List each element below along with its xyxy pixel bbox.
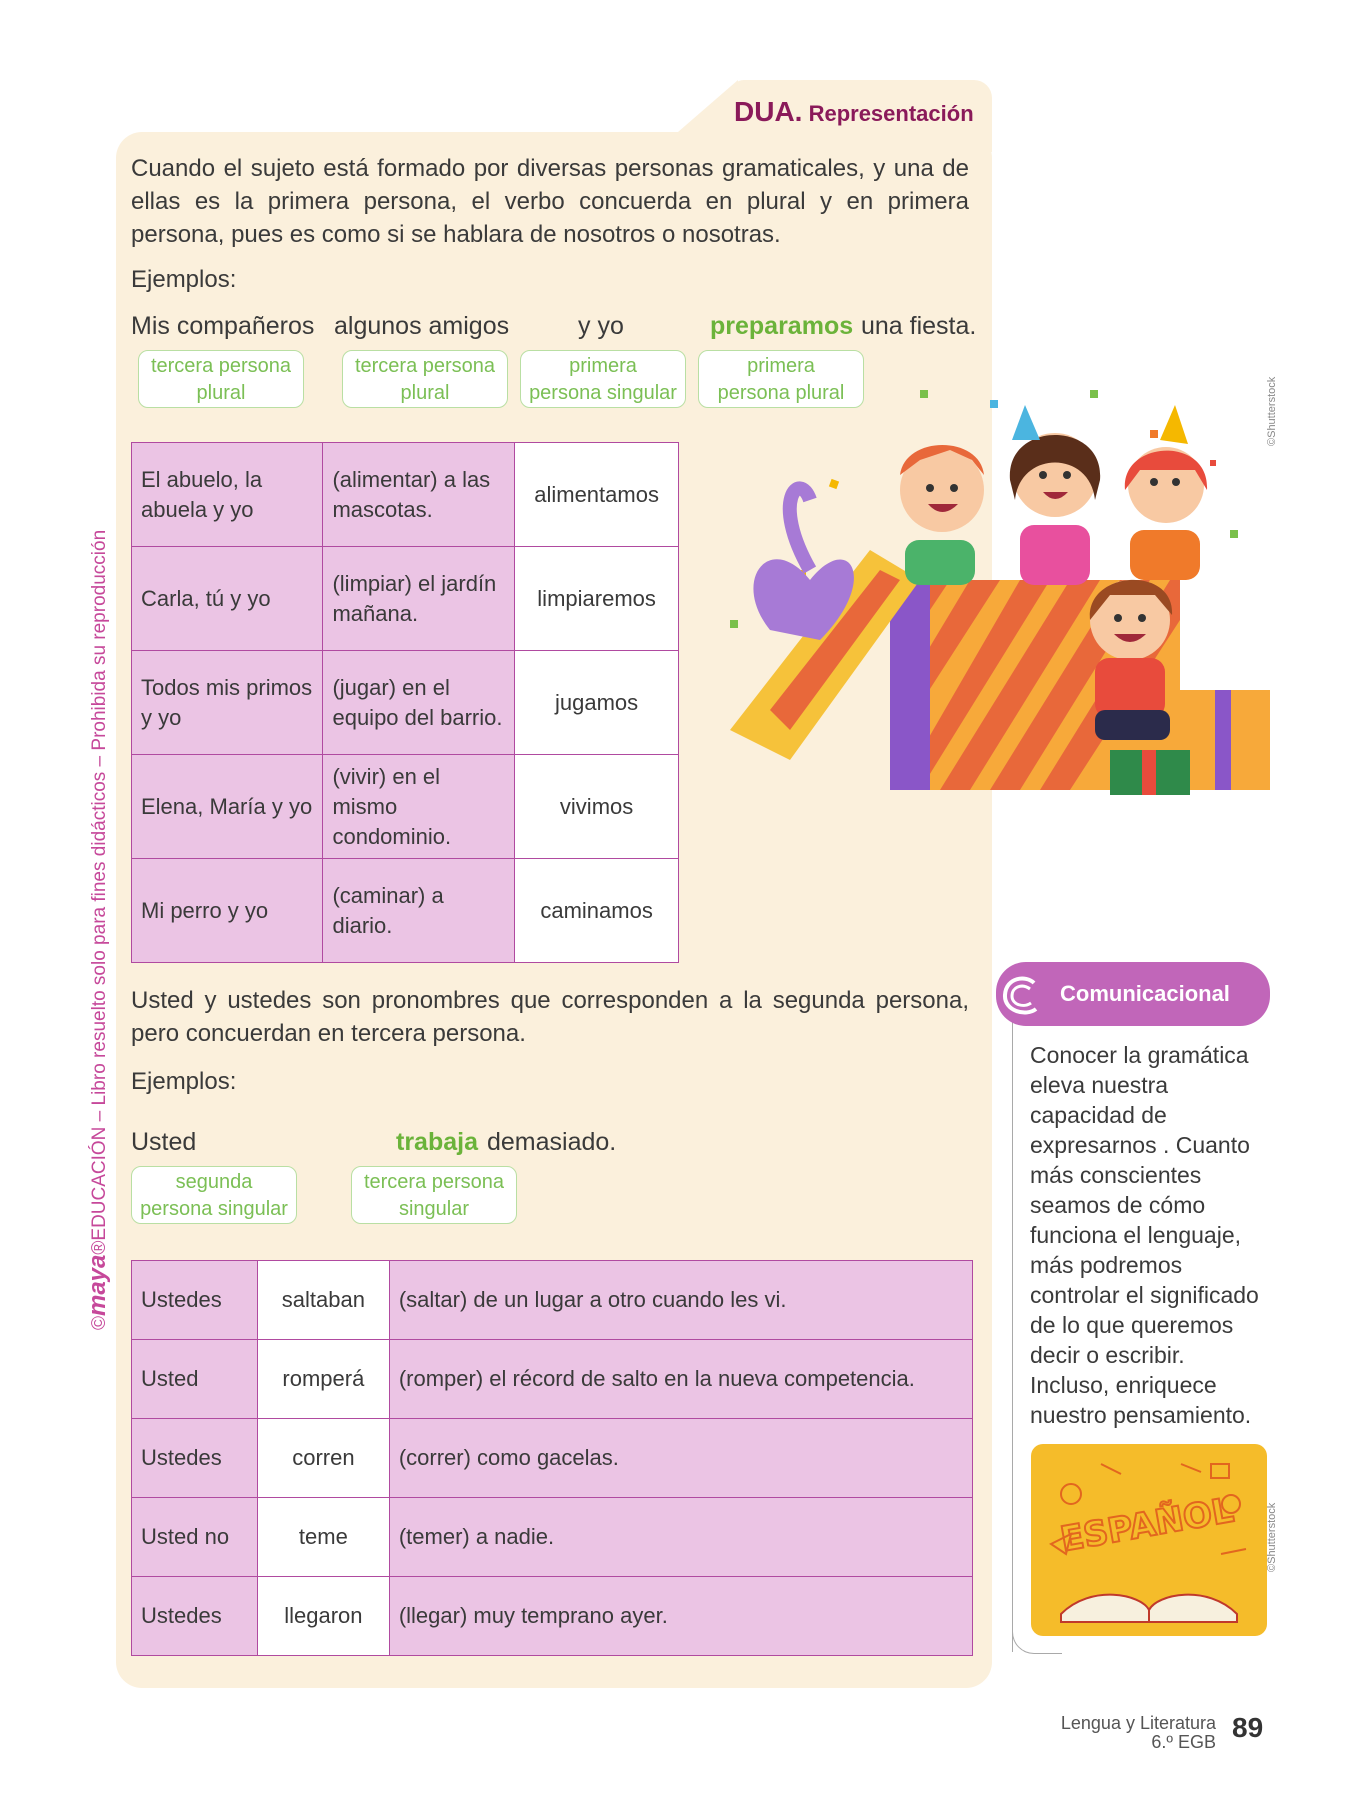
grammar-tag: primera persona plural <box>698 350 864 408</box>
grammar-tag: primera persona singular <box>520 350 686 408</box>
answer-cell: llegaron <box>257 1577 389 1656</box>
answer-cell: limpiaremos <box>515 547 679 651</box>
subject-cell: Mi perro y yo <box>132 859 323 963</box>
ejemplos-label: Ejemplos: <box>131 1068 237 1095</box>
table-row <box>132 547 679 651</box>
example-word: y yo <box>578 312 624 340</box>
verb-cell: (jugar) en el equipo del barrio. <box>323 651 515 755</box>
answer-cell: alimentamos <box>515 443 679 547</box>
dua-tab-slant <box>678 80 738 132</box>
image-credit: ©Shutterstock <box>1266 376 1278 446</box>
table-row <box>132 1498 973 1577</box>
dua-title: DUA. Representación <box>734 96 974 127</box>
side-copyright-note: ©maya®EDUCACIÓN – Libro resuelto solo para fines didácticos – Prohibida su reproducción <box>84 529 111 1330</box>
image-credit: ©Shutterstock <box>1266 1502 1278 1572</box>
answer-cell: romperá <box>257 1340 389 1419</box>
table-row <box>132 1261 973 1340</box>
example-word: Mis compañeros <box>131 312 315 340</box>
table-row <box>132 1419 973 1498</box>
subject-cell: Usted no <box>132 1498 258 1577</box>
concordance-table-1 <box>131 442 679 963</box>
verb-cell: (vivir) en el mismo condominio. <box>323 755 515 859</box>
table-row <box>132 755 679 859</box>
speech-c-icon <box>1000 975 1040 1019</box>
comunicacional-box-line <box>1012 1002 1013 1652</box>
verb-cell: (caminar) a diario. <box>323 859 515 963</box>
example-verb: preparamos <box>710 312 854 340</box>
answer-cell: corren <box>257 1419 389 1498</box>
grammar-tag: tercera persona plural <box>138 350 304 408</box>
subject-cell: Todos mis primos y yo <box>132 651 323 755</box>
subject-cell: Elena, María y yo <box>132 755 323 859</box>
verb-cell: (saltar) de un lugar a otro cuando les vi. <box>389 1261 972 1340</box>
verb-cell: (correr) como gacelas. <box>389 1419 972 1498</box>
subject-cell: Ustedes <box>132 1261 258 1340</box>
espanol-book-image <box>1031 1444 1267 1636</box>
subject-cell: El abuelo, la abuela y yo <box>132 443 323 547</box>
espanol-word: ESPAÑOL <box>1057 1490 1237 1561</box>
example-word: Usted <box>131 1128 197 1156</box>
intro-paragraph: Cuando el sujeto está formado por diversas personas gramaticales, y una de ellas es la primera persona, el verbo concuerda en plural y en primera persona, pues es como si se hablara de nosotros o nosotras. <box>131 155 969 248</box>
table-row <box>132 651 679 755</box>
ejemplos-label: Ejemplos: <box>131 266 237 293</box>
maya-logo: maya <box>84 1254 111 1316</box>
example-verb: trabaja <box>396 1128 478 1156</box>
answer-cell: caminamos <box>515 859 679 963</box>
grammar-tag: tercera persona singular <box>351 1166 517 1224</box>
grammar-tag: segunda persona singular <box>131 1166 297 1224</box>
footer-subject: Lengua y Literatura 6.º EGB <box>1060 1713 1216 1752</box>
verb-cell: (llegar) muy temprano ayer. <box>389 1577 972 1656</box>
subject-cell: Ustedes <box>132 1577 258 1656</box>
answer-cell: vivimos <box>515 755 679 859</box>
verb-cell: (alimentar) a las mascotas. <box>323 443 515 547</box>
concordance-table-2 <box>131 1260 973 1656</box>
example-word: algunos amigos <box>334 312 510 340</box>
table-row <box>132 443 679 547</box>
subject-cell: Ustedes <box>132 1419 258 1498</box>
verb-cell: (temer) a nadie. <box>389 1498 972 1577</box>
example-word: demasiado. <box>487 1128 617 1156</box>
grammar-tag: tercera persona plural <box>342 350 508 408</box>
comunicacional-title: Comunicacional <box>1060 981 1230 1006</box>
verb-cell: (romper) el récord de salto en la nueva competencia. <box>389 1340 972 1419</box>
verb-cell: (limpiar) el jardín mañana. <box>323 547 515 651</box>
answer-cell: jugamos <box>515 651 679 755</box>
answer-cell: teme <box>257 1498 389 1577</box>
subject-cell: Carla, tú y yo <box>132 547 323 651</box>
page-number: 89 <box>1232 1712 1264 1743</box>
party-illustration <box>710 380 1270 800</box>
usted-paragraph: Usted y ustedes son pronombres que corresponden a la segunda persona, pero concuerdan en tercera persona. <box>131 987 969 1047</box>
subject-cell: Usted <box>132 1340 258 1419</box>
table-row <box>132 1340 973 1419</box>
example-word: una fiesta. <box>861 312 977 340</box>
answer-cell: saltaban <box>257 1261 389 1340</box>
table-row <box>132 859 679 963</box>
table-row <box>132 1577 973 1656</box>
comunicacional-text: Conocer la gramática eleva nuestra capacidad de expresarnos . Cuanto más conscientes seamos de cómo funciona el lenguaje, más podremos controlar el significado de lo que queremos decir o escribir. Incluso, enriquece nuestro pensamiento. <box>1030 1042 1259 1428</box>
